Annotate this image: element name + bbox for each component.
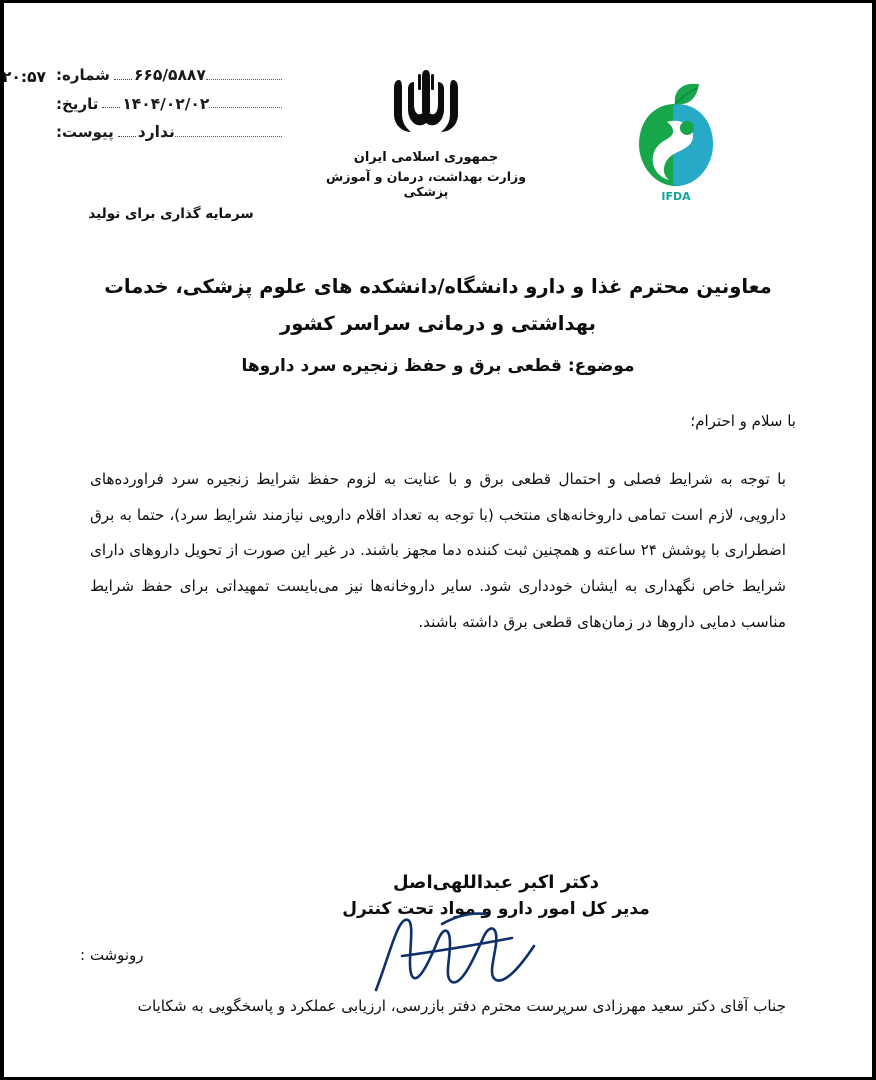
dotted-leader xyxy=(209,107,282,108)
meta-label-attachment: پیوست: xyxy=(56,123,114,141)
addressee-line: معاونین محترم غذا و دارو دانشگاه/دانشکده های علوم پزشکی، خدمات بهداشتی و درمانی سراسر کشور xyxy=(104,275,772,336)
signer-name: دکتر اکبر عبداللهی‌اصل xyxy=(392,872,599,893)
subject-line: موضوع: قطعی برق و حفظ زنجیره سرد داروها xyxy=(241,356,635,376)
dotted-leader xyxy=(175,136,282,137)
letterhead xyxy=(0,46,876,222)
meta-value-date: ۱۴۰۴/۰۲/۰۲ xyxy=(122,94,210,113)
meta-value-number: ۶۶۵/۵۸۸۷ xyxy=(133,66,206,84)
greeting-line: با سلام و احترام؛ xyxy=(690,412,796,430)
time-stamp: ۲۰:۵۷ xyxy=(1,68,46,86)
meta-row-attachment xyxy=(56,125,286,141)
emblem-line-1: جمهوری اسلامی ایران xyxy=(353,150,499,165)
page-edge-top xyxy=(0,0,876,3)
iran-emblem-icon xyxy=(326,66,526,148)
ifda-logo xyxy=(576,82,776,212)
meta-value-attachment: ندارد xyxy=(137,123,175,141)
emblem-line-2: وزارت بهداشت، درمان و آموزش پزشکی xyxy=(326,169,526,199)
meta-row-number xyxy=(56,68,286,84)
signer-title: مدیر کل امور دارو و مواد تحت کنترل xyxy=(342,899,650,919)
signature-block xyxy=(286,872,706,919)
ifda-logo-abbr: IFDA xyxy=(661,190,691,203)
cc-recipient: جناب آقای دکتر سعید مهرزادی سرپرست محترم دفتر بازرسی، ارزیابی عملکرد و پاسخگویی به شکایات xyxy=(137,997,786,1015)
dotted-separator xyxy=(114,79,132,80)
body-paragraph: با توجه به شرایط فصلی و احتمال قطعی برق و با عنایت به لزوم حفظ شرایط زنجیره سرد فراورده‌های دارویی، لازم است تمامی داروخانه‌های منتخب (با توجه به تعداد اقلام دارویی نیازمند شرایط سرد)، حتما به برق اضطراری با پوشش ۲۴ ساعته و همچنین ثبت کننده دما مجهز باشند. در غیر این صورت از تحویل داروهای دارای شرایط خاص نگهداری به ایشان خودداری شود. سایر داروخانه‌ها نیز می‌بایست تمهیداتی برای حفظ شرایط مناسب دمایی داروها در زمان‌های قطعی برق داشته باشند. xyxy=(90,470,786,631)
meta-label-number: شماره: xyxy=(56,66,110,84)
ministry-slogan: سرمایه گذاری برای تولید xyxy=(88,206,254,222)
meta-row-date xyxy=(56,94,286,113)
dotted-separator xyxy=(102,107,120,108)
apple-leaf-icon xyxy=(601,82,751,202)
iran-emblem xyxy=(326,66,526,199)
letter-metadata xyxy=(56,68,286,154)
cc-label: رونوشت : xyxy=(80,946,144,964)
dotted-separator xyxy=(118,136,136,137)
dotted-leader xyxy=(206,79,282,80)
meta-label-date: تاریخ: xyxy=(56,94,99,113)
